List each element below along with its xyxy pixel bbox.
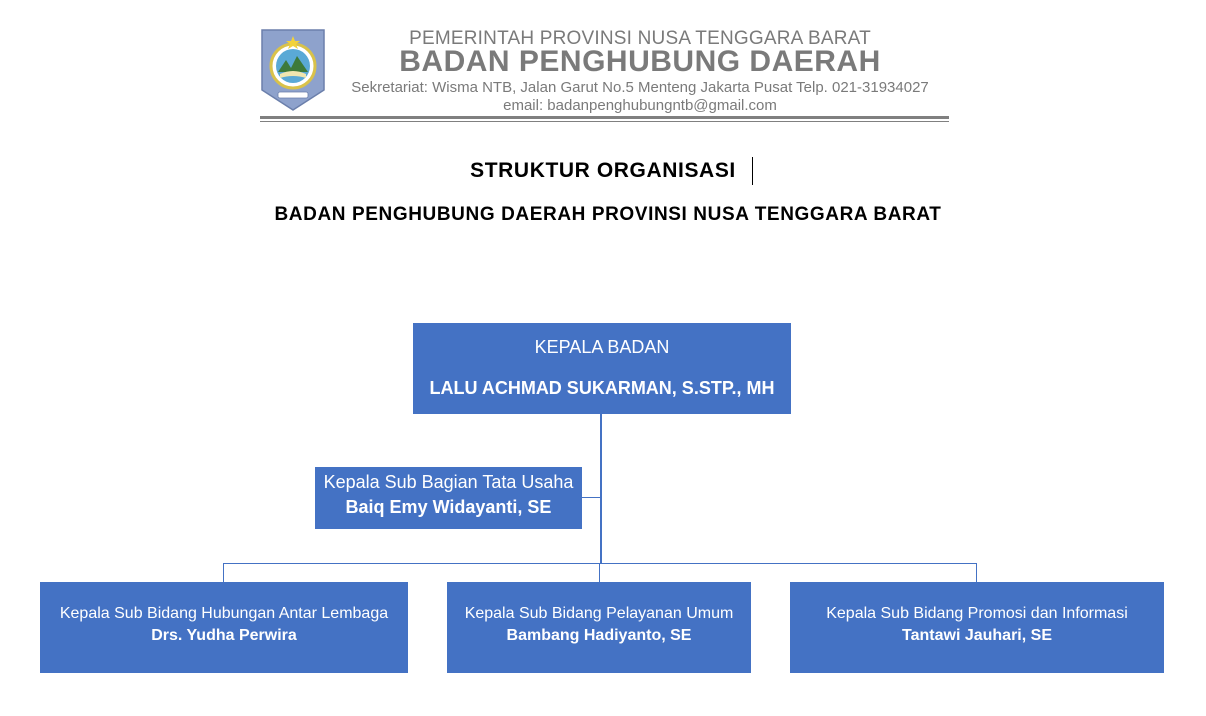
tata-usaha-name: Baiq Emy Widayanti, SE [345,497,552,517]
chart-subtitle: BADAN PENGHUBUNG DAERAH PROVINSI NUSA TENGGARA BARAT [274,204,942,225]
sub-2-name: Bambang Hadiyanto, SE [506,627,692,644]
connector-sub-2 [599,563,600,582]
org-box-head [413,323,791,414]
org-box-sub-pelayanan-umum [447,582,751,673]
letterhead-government-line: PEMERINTAH PROVINSI NUSA TENGGARA BARAT [409,28,871,49]
org-box-sub-hubungan-antar-lembaga [40,582,408,673]
letterhead-agency-name: BADAN PENGHUBUNG DAERAH [399,45,881,78]
connector-sub-1 [223,563,224,582]
letterhead-divider-thick [260,116,949,119]
sub-1-role: Kepala Sub Bidang Hubungan Antar Lembaga [59,605,389,622]
org-box-tata-usaha [315,467,582,529]
head-role: KEPALA BADAN [534,337,670,357]
ntb-province-emblem-icon [260,28,326,112]
connector-sub-3 [976,563,977,582]
sub-2-role: Kepala Sub Bidang Pelayanan Umum [464,605,734,622]
org-box-sub-promosi-informasi [790,582,1164,673]
sub-3-role: Kepala Sub Bidang Promosi dan Informasi [826,605,1128,622]
connector-head-vertical [600,414,602,564]
sub-1-name: Drs. Yudha Perwira [151,627,297,644]
tata-usaha-role: Kepala Sub Bagian Tata Usaha [323,472,574,492]
chart-title: STRUKTUR ORGANISASI [470,159,736,182]
connector-horizontal-bus [223,563,977,564]
sub-3-name: Tantawi Jauhari, SE [902,627,1052,644]
letterhead-divider-thin [260,121,949,122]
letterhead-address: Sekretariat: Wisma NTB, Jalan Garut No.5 Menteng Jakarta Pusat Telp. 021-31934027 [351,79,929,96]
text-cursor [752,157,753,185]
head-name: LALU ACHMAD SUKARMAN, S.STP., MH [429,378,775,398]
letterhead-email: email: badanpenghubungntb@gmail.com [503,97,777,114]
connector-tata-usaha [582,497,601,498]
